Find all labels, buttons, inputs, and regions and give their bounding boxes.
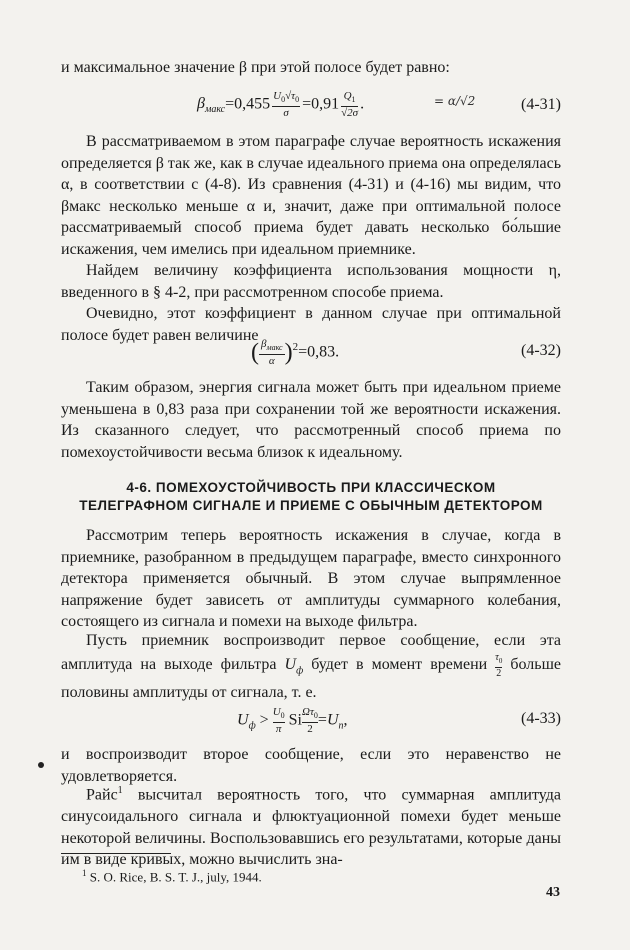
equation-number: (4-33) — [521, 710, 561, 727]
paragraph: Рассмотрим теперь вероятность искажения в случае, когда в приемнике, разобранном в предыдущем параграфе, вместо синхронного детектора применяется обычный. В этом случае выпрямленное напряжение будет зависеть от амплитуды суммарного колебания, состоящего из сигнала и помехи на выходе фильтра. — [61, 527, 561, 631]
equation-number: (4-31) — [521, 96, 561, 113]
handwritten-note: = α/√2 — [434, 94, 476, 108]
paragraph: Найдем величину коэффициента использования мощности η, введенного в § 4-2, при рассмотренном способе приема. — [61, 262, 561, 301]
paragraph: и максимальное значение β при этой полосе будет равно: — [61, 59, 450, 76]
paragraph: В рассматриваемом в этом параграфе случае вероятность искажения определяется β так же, как в случае идеального приема она определялась α, в соответствии с (4-8). Из сравнения (4-31) и (4-16) мы видим, что βмакс несколько меньше α и, значит, даже при оптимальной полосе рассматриваемый способ приема будет давать несколько бо́льшие искажения, чем имелись при идеальном приемнике. — [61, 133, 562, 258]
paragraph: Таким образом, энергия сигнала может быть при идеальном приеме уменьшена в 0,83 раза при сохранении той же вероятности искажения. Из сказанного следует, что рассмотренный способ приема по помехоустойчивости весьма близок к идеальному. — [61, 379, 561, 461]
equation-number: (4-32) — [521, 342, 561, 359]
paragraph: Очевидно, этот коэффициент в данном случае при оптимальной полосе будет равен величине — [61, 305, 561, 344]
eq-fraction-1: $\frac{U_0√\tau_0}{\sigma}$ — [273, 90, 300, 120]
page-number: 43 — [546, 885, 560, 900]
ink-dot — [38, 762, 44, 768]
cited-author: Райс — [86, 786, 118, 804]
paragraph: и воспроизводит второе сообщение, если это неравенство не удовлетворяется. — [61, 746, 561, 785]
eq-coef-1: =0,455 — [225, 95, 271, 113]
eq-result: =0,83. — [298, 343, 340, 361]
eq-coef-2: =0,91 — [302, 95, 340, 113]
footnote: $^1$ S. O. Rice, B. S. T. J., july, 1944. — [82, 868, 262, 885]
paragraph: Райс$^1$ высчитал вероятность того, что суммарная амплитуда синусоидального сигнала и флюктуационной помехи будет меньше некоторой величины. Воспользовавшись его результатами, которые даны им в виде кривых, можно вычислить зна- — [61, 785, 562, 869]
footnote-rule — [61, 853, 171, 854]
eq-fraction-2: $\frac{Q_1}{√2\sigma}$ — [341, 90, 359, 120]
equation-4-33: $U_ф$ > $\frac{U_0}{\pi}$ Si $\frac{\Omega\tau_0}{2}$ $=U_п$, — [237, 706, 348, 736]
paragraph: Пусть приемник воспроизводит первое сообщение, если эта амплитуда на выходе фильтра $U_ф$ будет в момент времени $\frac{\tau_0}{2}$ больше половины амплитуды от сигнала, т. е. — [61, 632, 562, 701]
eq-lhs: $\beta_{макс}$ — [197, 95, 226, 116]
equation-4-31: $\beta_{макс}=0,455$ $\frac{U_0√\tau_0}{\sigma}$ =0,91 $\frac{Q_1}{√2\sigma}$ . — [197, 90, 365, 120]
section-heading-line-2: ТЕЛЕГРАФНОМ СИГНАЛЕ И ПРИЕМЕ С ОБЫЧНЫМ ДЕТЕКТОРОМ — [79, 498, 543, 513]
eq-fraction: $\beta_{макс}$ α — [261, 338, 283, 368]
section-heading-line-1: 4-6. ПОМЕХОУСТОЙЧИВОСТЬ ПРИ КЛАССИЧЕСКОМ — [126, 480, 496, 495]
equation-4-32: ( $\beta_{макс}$ α )$^2$=0,83. — [251, 338, 340, 368]
